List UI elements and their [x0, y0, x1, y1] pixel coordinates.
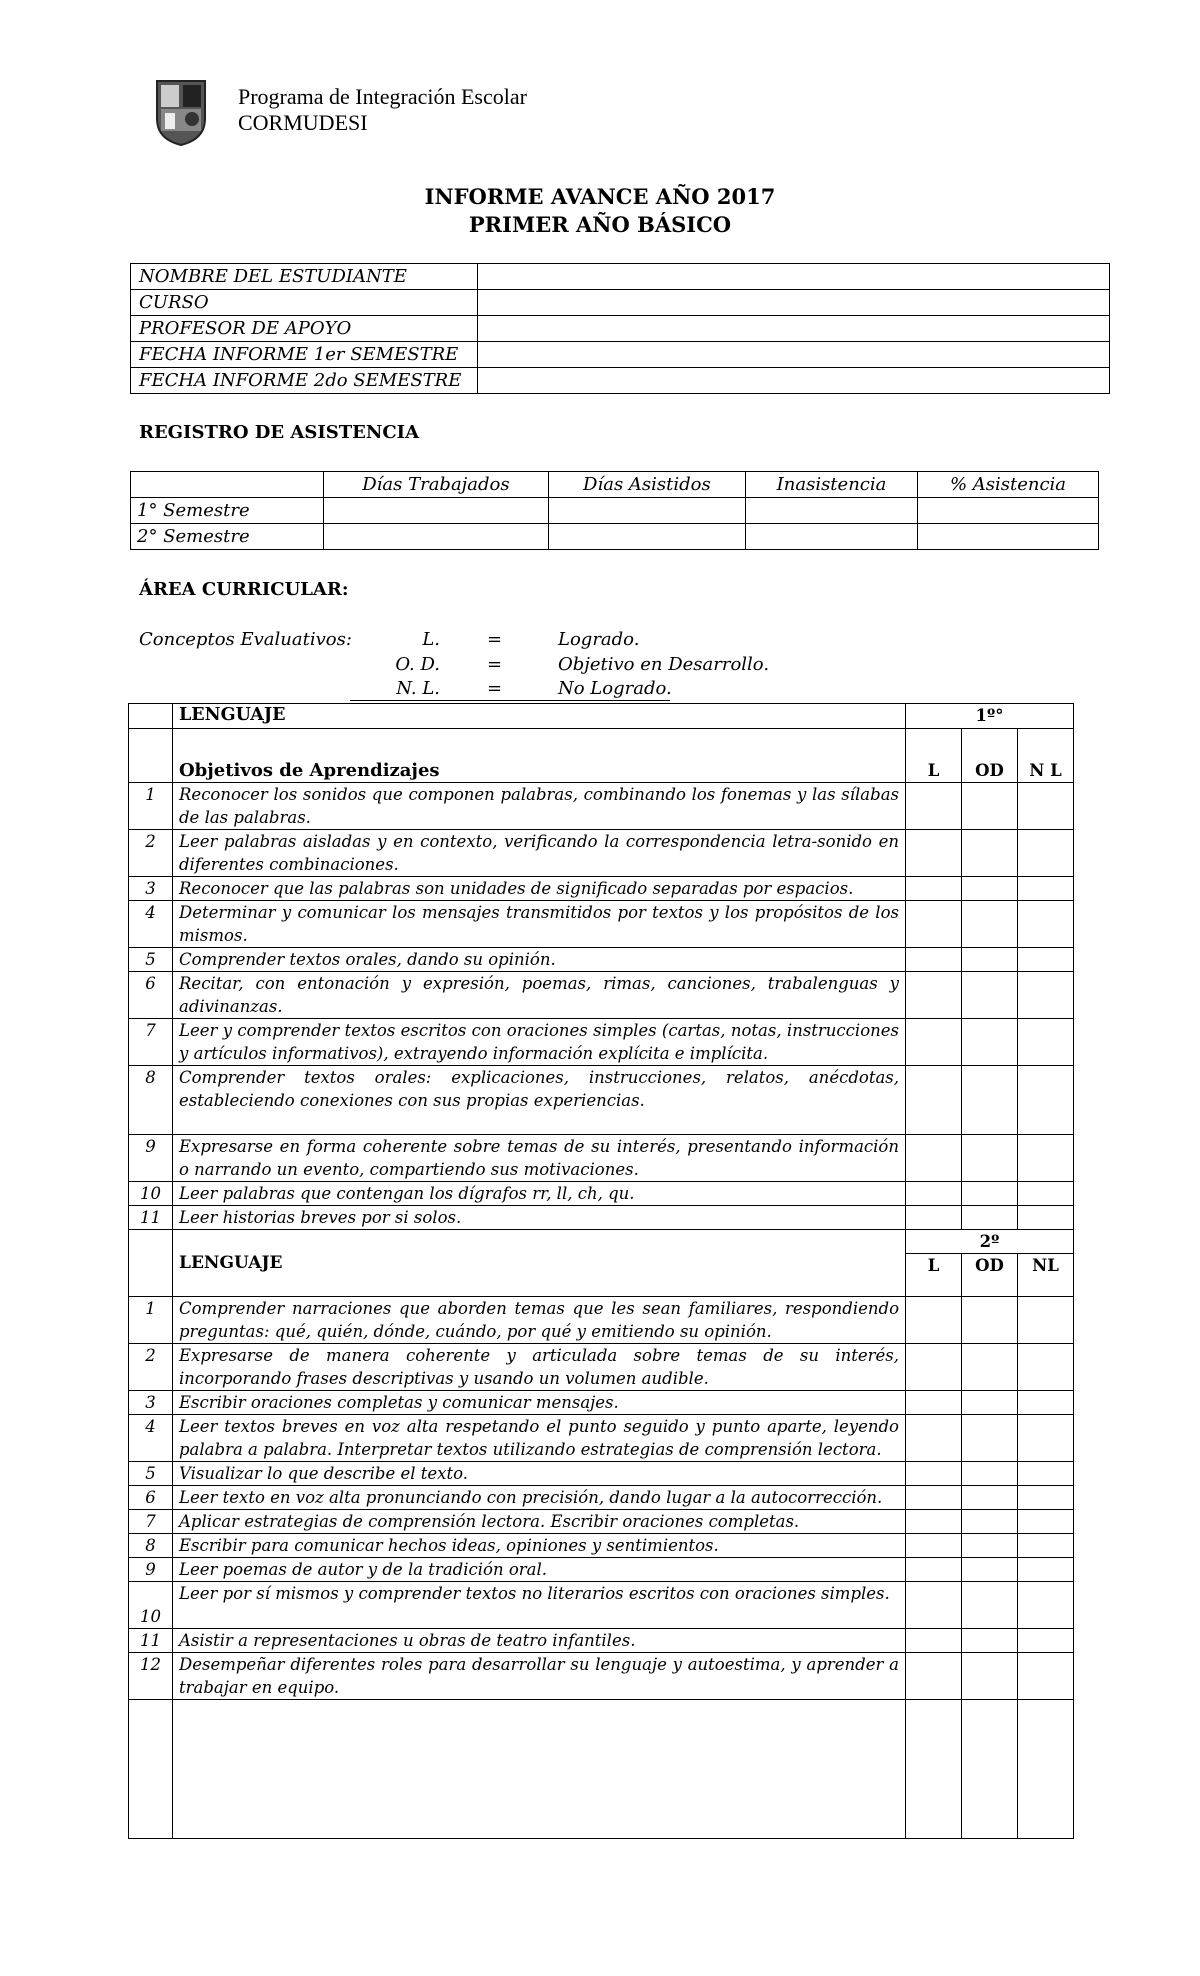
objective-number: 1 [129, 1297, 173, 1344]
objective-number: 2 [129, 830, 173, 877]
mark-cell[interactable] [962, 1019, 1018, 1066]
attendance-cell[interactable] [548, 498, 745, 524]
mark-cell[interactable] [1018, 1653, 1074, 1700]
mark-cell[interactable] [1018, 901, 1074, 948]
objective-row [129, 783, 1074, 830]
info-row [131, 264, 1110, 290]
objective-row [129, 1135, 1074, 1182]
info-value-field[interactable] [478, 290, 1110, 316]
objective-number: 3 [129, 877, 173, 901]
objectives-header: Objetivos de Aprendizajes [173, 729, 906, 783]
program-name: Programa de Integración Escolar [238, 84, 527, 109]
mark-cell[interactable] [962, 783, 1018, 830]
info-row [131, 342, 1110, 368]
mark-cell[interactable] [1018, 1182, 1074, 1206]
info-label: CURSO [131, 290, 478, 316]
mark-cell[interactable] [962, 1700, 1018, 1839]
mark-cell[interactable] [962, 1391, 1018, 1415]
info-label: FECHA INFORME 1er SEMESTRE [131, 342, 478, 368]
mark-cell[interactable] [906, 1344, 962, 1391]
mark-cell[interactable] [1018, 948, 1074, 972]
objective-text: Escribir para comunicar hechos ideas, opiniones y sentimientos. [173, 1534, 906, 1558]
info-row [131, 290, 1110, 316]
org-header [238, 84, 527, 136]
objective-number: 10 [129, 1182, 173, 1206]
objective-row [129, 877, 1074, 901]
objective-number: 6 [129, 972, 173, 1019]
subject-title: LENGUAJE [173, 1230, 906, 1297]
school-crest-logo [153, 75, 209, 147]
objective-text: Leer historias breves por si solos. [173, 1206, 906, 1230]
mark-cell[interactable] [906, 1182, 962, 1206]
mark-cell[interactable] [962, 901, 1018, 948]
period-label: 1º° [906, 704, 1074, 729]
mark-cell[interactable] [906, 1135, 962, 1182]
objective-row [129, 1558, 1074, 1582]
mark-cell[interactable] [962, 1534, 1018, 1558]
col-dias-asistidos: Días Asistidos [548, 472, 745, 498]
semester-label: 2° Semestre [131, 524, 324, 550]
mark-cell[interactable] [962, 1415, 1018, 1462]
objective-text: Recitar, con entonación y expresión, poemas, rimas, canciones, trabalenguas y adivinanzas. [173, 972, 906, 1019]
objective-row [129, 1206, 1074, 1230]
period-label: 2º [906, 1230, 1074, 1254]
attendance-row [131, 498, 1099, 524]
objective-row [129, 1344, 1074, 1391]
mark-cell[interactable] [962, 1135, 1018, 1182]
mark-cell[interactable] [962, 877, 1018, 901]
objective-text: Leer poemas de autor y de la tradición oral. [173, 1558, 906, 1582]
objectives-header-row [129, 729, 1074, 783]
attendance-cell[interactable] [324, 498, 549, 524]
mark-cell[interactable] [906, 1582, 962, 1629]
mark-cell[interactable] [962, 1462, 1018, 1486]
semester1-header-row [129, 704, 1074, 729]
objective-text: Comprender narraciones que aborden temas que les sean familiares, respondiendo preguntas: qué, quién, dónde, cuándo, por qué y emitiendo su opinión. [173, 1297, 906, 1344]
col-dias-trabajados: Días Trabajados [324, 472, 549, 498]
mark-cell[interactable] [962, 1629, 1018, 1653]
col-l: L [906, 1254, 962, 1297]
blank-cell[interactable] [173, 1700, 906, 1839]
mark-cell[interactable] [906, 948, 962, 972]
mark-cell[interactable] [1018, 1135, 1074, 1182]
mark-cell[interactable] [1018, 1391, 1074, 1415]
objective-number: 12 [129, 1653, 173, 1700]
objective-row [129, 1582, 1074, 1629]
mark-cell[interactable] [906, 1391, 962, 1415]
mark-cell[interactable] [1018, 1486, 1074, 1510]
objective-text: Reconocer los sonidos que componen palabras, combinando los fonemas y las sílabas de las palabras. [173, 783, 906, 830]
objective-number: 5 [129, 1462, 173, 1486]
mark-cell[interactable] [1018, 1510, 1074, 1534]
mark-cell[interactable] [1018, 783, 1074, 830]
attendance-corner [131, 472, 324, 498]
info-value-field[interactable] [478, 342, 1110, 368]
objective-text: Leer por sí mismos y comprender textos no literarios escritos con oraciones simples. [173, 1582, 906, 1629]
mark-cell[interactable] [962, 1653, 1018, 1700]
objective-text: Asistir a representaciones u obras de teatro infantiles. [173, 1629, 906, 1653]
curricular-heading: ÁREA CURRICULAR: [139, 579, 349, 600]
mark-cell[interactable] [962, 1297, 1018, 1344]
objective-text: Leer palabras que contengan los dígrafos rr, ll, ch, qu. [173, 1182, 906, 1206]
mark-cell[interactable] [906, 1653, 962, 1700]
info-label: FECHA INFORME 2do SEMESTRE [131, 368, 478, 394]
mark-cell[interactable] [906, 1066, 962, 1135]
blank-row [129, 1700, 1074, 1839]
concept-code: O. D. [395, 654, 440, 675]
mark-cell[interactable] [906, 1558, 962, 1582]
attendance-table [130, 471, 1099, 550]
mark-cell[interactable] [1018, 830, 1074, 877]
col-nl: NL [1018, 1254, 1074, 1297]
mark-cell[interactable] [906, 1534, 962, 1558]
objective-number: 9 [129, 1558, 173, 1582]
objective-number: 6 [129, 1486, 173, 1510]
mark-cell[interactable] [1018, 1297, 1074, 1344]
mark-cell[interactable] [906, 783, 962, 830]
blank-cell [129, 1700, 173, 1839]
mark-cell[interactable] [1018, 1582, 1074, 1629]
objective-number: 5 [129, 948, 173, 972]
objective-text: Aplicar estrategias de comprensión lectora. Escribir oraciones completas. [173, 1510, 906, 1534]
objective-row [129, 1534, 1074, 1558]
objective-text: Leer textos breves en voz alta respetando el punto seguido y punto aparte, leyendo palabra a palabra. Interpretar textos utilizando estrategias de comprensión lectora. [173, 1415, 906, 1462]
mark-cell[interactable] [906, 901, 962, 948]
mark-cell[interactable] [906, 1019, 962, 1066]
objective-number: 11 [129, 1629, 173, 1653]
objective-number: 7 [129, 1019, 173, 1066]
concept-meaning: Logrado. [558, 629, 640, 650]
objective-row [129, 1415, 1074, 1462]
objective-row [129, 1629, 1074, 1653]
col-nl: N L [1018, 729, 1074, 783]
mark-cell[interactable] [906, 1297, 962, 1344]
attendance-cell[interactable] [746, 498, 918, 524]
attendance-cell[interactable] [918, 498, 1099, 524]
objective-text: Expresarse de manera coherente y articulada sobre temas de su interés, incorporando frases descriptivas y usando un volumen audible. [173, 1344, 906, 1391]
objective-text: Leer texto en voz alta pronunciando con precisión, dando lugar a la autocorrección. [173, 1486, 906, 1510]
mark-cell[interactable] [1018, 1206, 1074, 1230]
objectives-table [128, 703, 1074, 1839]
concept-code: L. [422, 629, 440, 650]
subject-title: LENGUAJE [173, 704, 906, 729]
objective-text: Reconocer que las palabras son unidades de significado separadas por espacios. [173, 877, 906, 901]
mark-cell[interactable] [1018, 1019, 1074, 1066]
mark-cell[interactable] [1018, 1415, 1074, 1462]
mark-cell[interactable] [962, 1582, 1018, 1629]
mark-cell[interactable] [906, 972, 962, 1019]
mark-cell[interactable] [906, 1206, 962, 1230]
objective-row [129, 830, 1074, 877]
objective-row [129, 1653, 1074, 1700]
objective-number: 3 [129, 1391, 173, 1415]
attendance-heading: REGISTRO DE ASISTENCIA [139, 422, 420, 443]
attendance-cell[interactable] [548, 524, 745, 550]
col-porcentaje-asistencia: % Asistencia [918, 472, 1099, 498]
concept-eq: = [487, 654, 503, 675]
num-header-cell [129, 704, 173, 729]
concept-meaning: Objetivo en Desarrollo. [558, 654, 770, 675]
mark-cell[interactable] [962, 1206, 1018, 1230]
mark-cell[interactable] [906, 1415, 962, 1462]
objective-row [129, 972, 1074, 1019]
col-l: L [906, 729, 962, 783]
concept-code: N. L. [396, 678, 440, 699]
mark-cell[interactable] [906, 877, 962, 901]
info-label: NOMBRE DEL ESTUDIANTE [131, 264, 478, 290]
objective-row [129, 1297, 1074, 1344]
mark-cell[interactable] [906, 1629, 962, 1653]
objective-number: 9 [129, 1135, 173, 1182]
org-name: CORMUDESI [238, 110, 368, 135]
objective-number: 8 [129, 1534, 173, 1558]
objective-text: Determinar y comunicar los mensajes transmitidos por textos y los propósitos de los mismos. [173, 901, 906, 948]
attendance-cell[interactable] [746, 524, 918, 550]
mark-cell[interactable] [1018, 1462, 1074, 1486]
mark-cell[interactable] [962, 1182, 1018, 1206]
objective-number: 8 [129, 1066, 173, 1135]
report-title: INFORME AVANCE AÑO 2017 [424, 184, 776, 209]
objective-row [129, 1486, 1074, 1510]
concepts-label: Conceptos Evaluativos: [139, 629, 352, 650]
objective-row [129, 1462, 1074, 1486]
mark-cell[interactable] [1018, 1629, 1074, 1653]
objective-text: Expresarse en forma coherente sobre temas de su interés, presentando información o narrando un evento, compartiendo sus motivaciones. [173, 1135, 906, 1182]
mark-cell[interactable] [1018, 1700, 1074, 1839]
semester2-header-row [129, 1230, 1074, 1254]
objective-number: 11 [129, 1206, 173, 1230]
objective-text: Desempeñar diferentes roles para desarrollar su lenguaje y autoestima, y aprender a trabajar en equipo. [173, 1653, 906, 1700]
mark-cell[interactable] [906, 830, 962, 877]
info-value-field[interactable] [478, 264, 1110, 290]
mark-cell[interactable] [1018, 1344, 1074, 1391]
info-row [131, 368, 1110, 394]
attendance-row [131, 524, 1099, 550]
objective-row [129, 1391, 1074, 1415]
mark-cell[interactable] [962, 1066, 1018, 1135]
mark-cell[interactable] [906, 1462, 962, 1486]
info-value-field[interactable] [478, 316, 1110, 342]
objective-row [129, 1182, 1074, 1206]
mark-cell[interactable] [1018, 877, 1074, 901]
objective-row [129, 948, 1074, 972]
attendance-cell[interactable] [324, 524, 549, 550]
objective-number: 2 [129, 1344, 173, 1391]
mark-cell[interactable] [962, 830, 1018, 877]
objective-number: 1 [129, 783, 173, 830]
attendance-cell[interactable] [918, 524, 1099, 550]
mark-cell[interactable] [962, 1344, 1018, 1391]
col-inasistencia: Inasistencia [746, 472, 918, 498]
mark-cell[interactable] [962, 948, 1018, 972]
objective-number: 7 [129, 1510, 173, 1534]
report-subtitle: PRIMER AÑO BÁSICO [468, 212, 732, 237]
mark-cell[interactable] [1018, 1558, 1074, 1582]
mark-cell[interactable] [962, 1558, 1018, 1582]
mark-cell[interactable] [1018, 1066, 1074, 1135]
objective-row [129, 1066, 1074, 1135]
mark-cell[interactable] [962, 972, 1018, 1019]
objective-text: Comprender textos orales: explicaciones, instrucciones, relatos, anécdotas, estableciendo conexiones con sus propias experiencias. [173, 1066, 906, 1135]
num-header-cell [129, 1230, 173, 1297]
objective-text: Comprender textos orales, dando su opinión. [173, 948, 906, 972]
semester-label: 1° Semestre [131, 498, 324, 524]
objective-number: 4 [129, 1415, 173, 1462]
concept-meaning: No Logrado. [558, 678, 672, 699]
objective-row [129, 1510, 1074, 1534]
num-header-cell [129, 729, 173, 783]
objective-row [129, 1019, 1074, 1066]
mark-cell[interactable] [962, 1510, 1018, 1534]
col-od: OD [962, 729, 1018, 783]
mark-cell[interactable] [1018, 1534, 1074, 1558]
info-value-field[interactable] [478, 368, 1110, 394]
mark-cell[interactable] [906, 1700, 962, 1839]
concept-eq: = [487, 678, 503, 699]
objective-row [129, 901, 1074, 948]
mark-cell[interactable] [962, 1486, 1018, 1510]
info-row [131, 316, 1110, 342]
mark-cell[interactable] [906, 1486, 962, 1510]
mark-cell[interactable] [1018, 972, 1074, 1019]
objective-number: 4 [129, 901, 173, 948]
objective-text: Visualizar lo que describe el texto. [173, 1462, 906, 1486]
concept-eq: = [487, 629, 503, 650]
col-od: OD [962, 1254, 1018, 1297]
objective-number: 10 [129, 1582, 173, 1629]
attendance-header-row [131, 472, 1099, 498]
info-label: PROFESOR DE APOYO [131, 316, 478, 342]
objective-text: Leer y comprender textos escritos con oraciones simples (cartas, notas, instrucciones y artículos informativos), extrayendo información explícita e implícita. [173, 1019, 906, 1066]
objective-text: Leer palabras aisladas y en contexto, verificando la correspondencia letra-sonido en diferentes combinaciones. [173, 830, 906, 877]
mark-cell[interactable] [906, 1510, 962, 1534]
objective-text: Escribir oraciones completas y comunicar mensajes. [173, 1391, 906, 1415]
student-info-table [130, 263, 1110, 394]
